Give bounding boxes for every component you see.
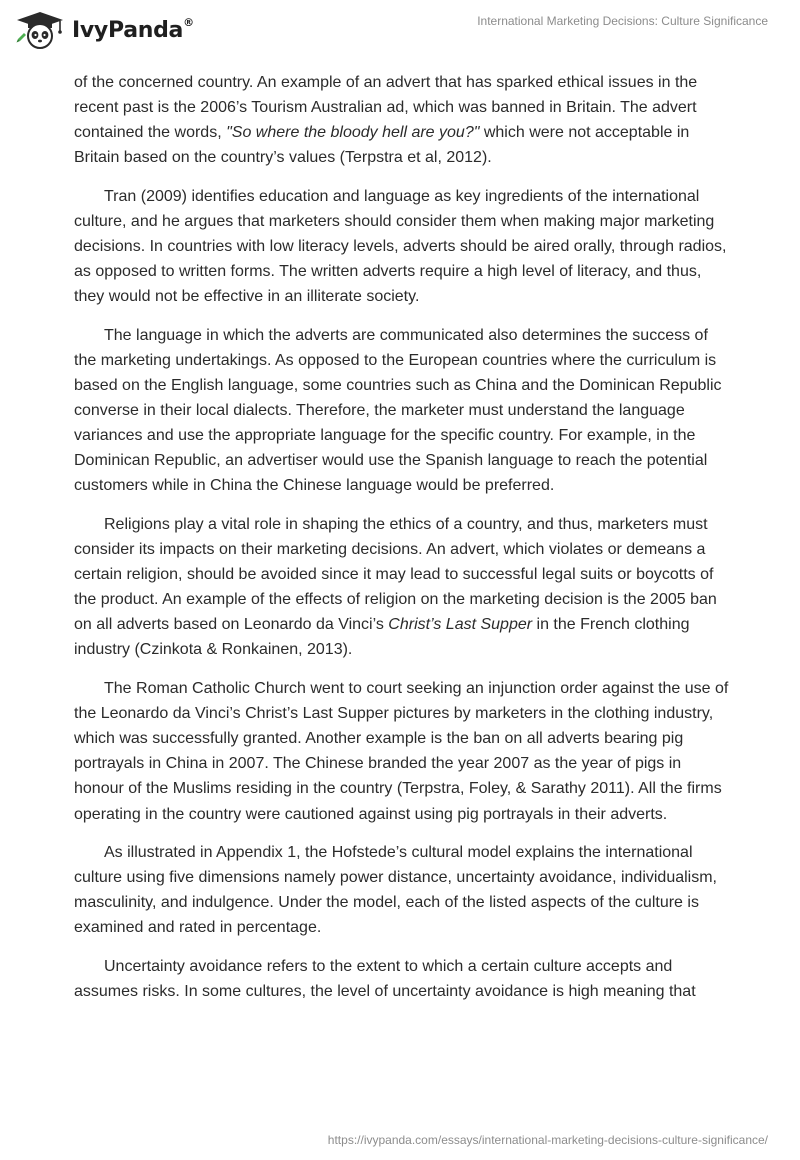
logo[interactable] bbox=[14, 11, 194, 49]
paragraph: As illustrated in Appendix 1, the Hofstede’s cultural model explains the international culture using five dimensions namely power distance, uncertainty avoidance, individualism, masculinity, and indulgence. Under the model, each of the listed aspects of the culture is examined and rated in percentage. bbox=[74, 844, 717, 937]
paragraph: Religions play a vital role in shaping the ethics of a country, and thus, marketers must consider its impacts on their marketing decisions. An advert, which violates or demeans a certain religion, should be avoided since it may lead to successful legal suits or boycotts of the product. An example of the effects of religion on the marketing decision is the 2005 ban on all adverts based on Leonardo da Vinci’s Christ’s Last Supper in the French clothing industry (Czinkota & Ronkainen, 2013). bbox=[74, 516, 717, 659]
paragraph: Uncertainty avoidance refers to the extent to which a certain culture accepts and assumes risks. In some cultures, the level of uncertainty avoidance is high meaning that bbox=[74, 958, 696, 1001]
panda-graduation-cap-icon bbox=[14, 11, 66, 49]
page-header bbox=[0, 0, 800, 60]
logo-text: IvyPanda® bbox=[72, 15, 194, 43]
paragraph: Tran (2009) identifies education and language as key ingredients of the international culture, and he argues that marketers should consider them when making major marketing decisions. In countries with low literacy levels, adverts should be aired orally, through radios, as opposed to written forms. The written adverts require a high level of literacy, and thus, they would not be effective in an illiterate society. bbox=[74, 187, 727, 306]
document-title: International Marketing Decisions: Culture Significance bbox=[477, 14, 768, 28]
paragraph: The language in which the adverts are communicated also determines the success of the marketing undertakings. As opposed to the European countries where the curriculum is based on the English language, some countries such as China and the Dominican Republic converse in their local dialects. Therefore, the marketer must understand the language variances and use the appropriate language for the specific country. For example, in the Dominican Republic, an advertiser would use the Spanish language to reach the potential customers while in China the Chinese language would be preferred. bbox=[74, 326, 722, 495]
paragraph: of the concerned country. An example of an advert that has sparked ethical issues in the recent past is the 2006’s Tourism Australian ad, which was banned in Britain. The advert contained the words, "So where the bloody hell are you?" which were not acceptable in Britain based on the country’s values (Terpstra et al, 2012). bbox=[74, 74, 698, 167]
paragraph: The Roman Catholic Church went to court seeking an injunction order against the use of the Leonardo da Vinci’s Christ’s Last Supper pictures by marketers in the clothing industry, which was successfully granted. Another example is the ban on all adverts bearing pig portrayals in China in 2007. The Chinese branded the year 2007 as the year of pigs in honour of the Muslims residing in the country (Terpstra, Foley, & Sarathy 2011). All the firms operating in the country were cautioned against using pig portrayals in their adverts. bbox=[74, 680, 729, 823]
essay-body bbox=[74, 70, 734, 1018]
source-url[interactable]: https://ivypanda.com/essays/international-marketing-decisions-culture-significance/ bbox=[327, 1133, 768, 1147]
